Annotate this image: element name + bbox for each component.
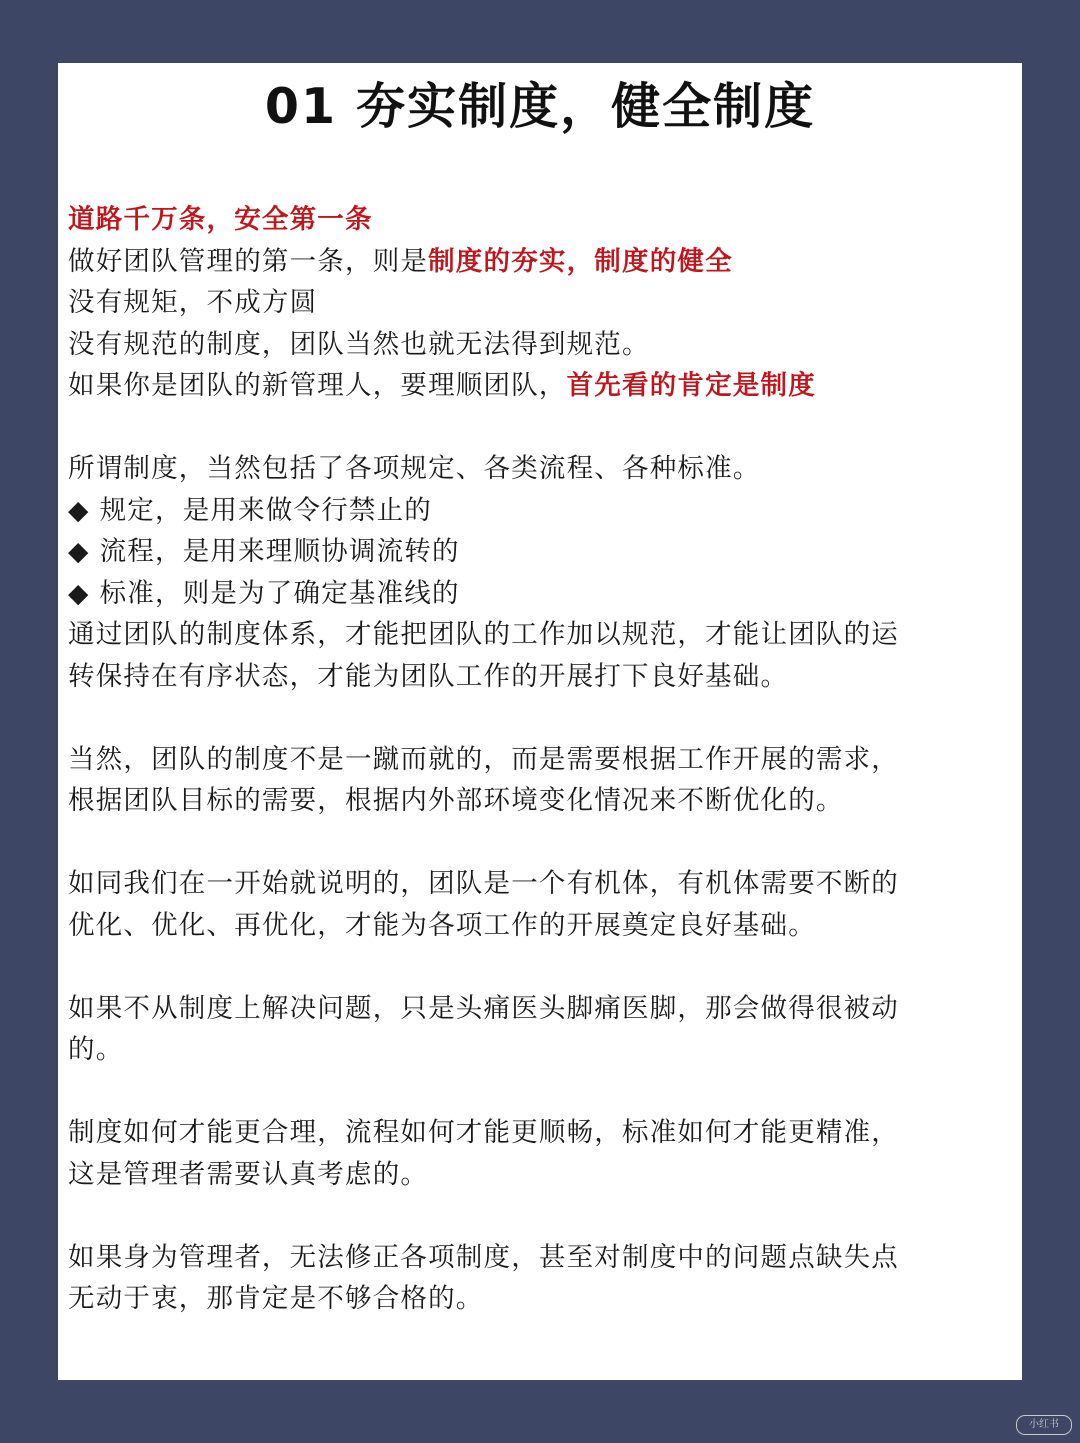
spacer — [68, 697, 1008, 739]
watermark-logo: 小红书 — [1016, 1415, 1072, 1435]
page-title: 01 夯实制度，健全制度 — [264, 78, 816, 135]
slogan: 道路千万条，安全第一条 — [68, 204, 373, 235]
paragraph-line: 根据团队目标的需要，根据内外部环境变化情况来不断优化的。 — [68, 785, 844, 816]
proverb-line: 没有规矩，不成方圆 — [68, 287, 318, 318]
conclusion-line: 通过团队的制度体系，才能把团队的工作加以规范，才能让团队的运 — [68, 619, 899, 650]
spacer — [68, 1195, 1008, 1237]
bullet-text: 流程，是用来理顺协调流转的 — [99, 536, 460, 567]
spacer — [68, 1071, 1008, 1113]
paragraph-line: 无动于衷，那肯定是不够合格的。 — [68, 1283, 484, 1314]
line-prefix: 做好团队管理的第一条，则是 — [68, 245, 429, 277]
paragraph-line: 优化、优化、再优化，才能为各项工作的开展奠定良好基础。 — [68, 909, 816, 941]
spacer — [68, 407, 1008, 449]
bullet-item — [68, 490, 1008, 532]
diamond-bullet-icon: ◆ — [68, 577, 90, 609]
paragraph-line: 这是管理者需要认真考虑的。 — [68, 1158, 429, 1190]
bullet-text: 标准，则是为了确定基准线的 — [99, 577, 460, 609]
diamond-bullet-icon: ◆ — [68, 536, 90, 567]
spacer — [68, 822, 1008, 864]
article-body — [68, 199, 1008, 1320]
bullet-item — [68, 573, 1008, 615]
paragraph-line: 的。 — [68, 1034, 124, 1065]
paragraph-line: 制度如何才能更合理，流程如何才能更顺畅，标准如何才能更精准， — [68, 1117, 899, 1148]
highlight-text: 首先看的肯定是制度 — [566, 370, 816, 401]
definition-line: 所谓制度，当然包括了各项规定、各类流程、各种标准。 — [68, 453, 761, 484]
content-card — [58, 63, 1022, 1380]
bullet-text: 规定，是用来做令行禁止的 — [99, 494, 432, 526]
new-manager-line — [68, 365, 1008, 407]
line-prefix: 如果你是团队的新管理人，要理顺团队， — [68, 370, 567, 401]
paragraph-line: 当然，团队的制度不是一蹴而就的，而是需要根据工作开展的需求， — [68, 743, 899, 775]
spacer — [68, 946, 1008, 988]
management-first-rule — [68, 241, 1008, 283]
conclusion-line: 转保持在有序状态，才能为团队工作的开展打下良好基础。 — [68, 660, 789, 692]
highlight-text: 制度的夯实，制度的健全 — [428, 245, 733, 277]
standard-line: 没有规范的制度，团队当然也就无法得到规范。 — [68, 328, 650, 360]
paragraph-line: 如果身为管理者，无法修正各项制度，甚至对制度中的问题点缺失点 — [68, 1241, 899, 1273]
diamond-bullet-icon: ◆ — [68, 494, 90, 526]
bullet-item — [68, 531, 1008, 573]
paragraph-line: 如果不从制度上解决问题，只是头痛医头脚痛医脚，那会做得很被动 — [68, 992, 899, 1024]
paragraph-line: 如同我们在一开始就说明的，团队是一个有机体，有机体需要不断的 — [68, 868, 899, 899]
